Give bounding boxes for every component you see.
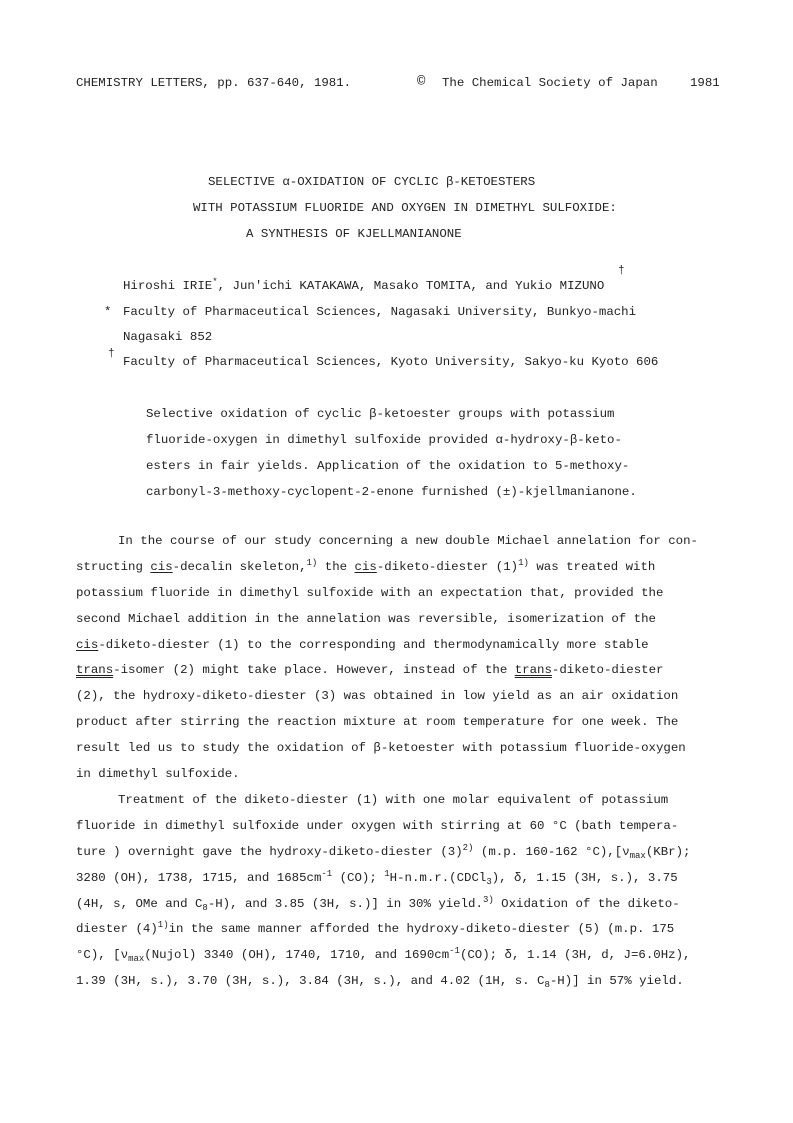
italic-trans: trans xyxy=(514,663,552,677)
affiliation-nagasaki-line-2: Nagasaki 852 xyxy=(123,330,213,344)
text-run: °C), [ν xyxy=(76,948,129,962)
abstract-line-3: esters in fair yields. Application of the oxidation to 5-methoxy- xyxy=(146,459,630,473)
text-run: diester (4) xyxy=(76,922,158,936)
text-run: the xyxy=(317,560,355,574)
italic-cis: cis xyxy=(354,560,377,574)
abstract-line-1: Selective oxidation of cyclic β-ketoester groups with potassium xyxy=(146,407,615,421)
affiliation-star-mark: * xyxy=(104,305,112,319)
body-p1-line-2 xyxy=(76,560,655,574)
text-run: (4H, s, OMe and C xyxy=(76,897,203,911)
author-irie: Hiroshi IRIE xyxy=(123,279,213,293)
title-line-3: A SYNTHESIS OF KJELLMANIANONE xyxy=(246,227,462,241)
body-p2-line-8 xyxy=(76,974,684,988)
body-p1-line-5 xyxy=(76,638,649,652)
subscript: 8 xyxy=(202,903,208,913)
affiliation-nagasaki-line-1: Faculty of Pharmaceutical Sciences, Nagasaki University, Bunkyo-machi xyxy=(123,305,637,319)
author-star-mark: * xyxy=(212,277,218,287)
reference-mark: 3) xyxy=(482,895,494,905)
subscript: max xyxy=(629,851,646,861)
body-p1-line-8: product after stirring the reaction mixture at room temperature for one week. The xyxy=(76,715,679,729)
abstract-line-4: carbonyl-3-methoxy-cyclopent-2-enone furnished (±)-kjellmanianone. xyxy=(146,485,637,499)
header-year: 1981 xyxy=(690,76,720,90)
italic-cis: cis xyxy=(150,560,173,574)
text-run: H-n.m.r.(CDCl xyxy=(389,871,487,885)
text-run: (CO); δ, 1.14 (3H, d, J=6.0Hz), xyxy=(459,948,691,962)
text-run: was treated with xyxy=(528,560,656,574)
body-p1-line-1: In the course of our study concerning a new double Michael annelation for con- xyxy=(118,534,698,548)
text-run: -isomer (2) might take place. However, instead of the xyxy=(113,663,515,677)
journal-citation: CHEMISTRY LETTERS, pp. 637-640, 1981. xyxy=(76,76,352,90)
superscript: 1 xyxy=(384,869,390,879)
body-p2-line-7 xyxy=(76,948,690,962)
body-p2-line-3 xyxy=(76,845,690,859)
reference-mark: 1) xyxy=(518,558,529,568)
superscript: -1 xyxy=(449,946,460,956)
title-line-1: SELECTIVE α-OXIDATION OF CYCLIC β-KETOESTERS xyxy=(208,175,536,189)
abstract-line-2: fluoride-oxygen in dimethyl sulfoxide provided α-hydroxy-β-keto- xyxy=(146,433,622,447)
text-run: ), δ, 1.15 (3H, s.), 3.75 xyxy=(491,871,678,885)
italic-trans: trans xyxy=(76,663,114,677)
text-run: -decalin skeleton, xyxy=(172,560,307,574)
body-p2-line-5 xyxy=(76,897,680,911)
body-p2-line-2: fluoride in dimethyl sulfoxide under oxygen with stirring at 60 °C (bath tempera- xyxy=(76,819,679,833)
text-run: -H), and 3.85 (3H, s.)] in 30% yield. xyxy=(207,897,483,911)
body-p1-line-4: second Michael addition in the annelation was reversible, isomerization of the xyxy=(76,612,656,626)
text-run: ture ) overnight gave the hydroxy-diketo-diester (3) xyxy=(76,845,463,859)
text-run: 1.39 (3H, s.), 3.70 (3H, s.), 3.84 (3H, s.), and 4.02 (1H, s. C xyxy=(76,974,545,988)
body-p1-line-10: in dimethyl sulfoxide. xyxy=(76,767,240,781)
body-p1-line-7: (2), the hydroxy-diketo-diester (3) was obtained in low yield as an air oxidation xyxy=(76,689,679,703)
reference-mark: 1) xyxy=(306,558,318,568)
author-line xyxy=(123,279,604,293)
subscript: 8 xyxy=(544,980,550,990)
society-name: The Chemical Society of Japan xyxy=(442,76,658,90)
subscript: max xyxy=(128,954,145,964)
author-dagger-mark: † xyxy=(618,265,625,277)
text-run: (CO); xyxy=(332,871,385,885)
text-run: (m.p. 160-162 °C),[ν xyxy=(473,845,630,859)
superscript: -1 xyxy=(321,869,333,879)
text-run: 3280 (OH), 1738, 1715, and 1685cm xyxy=(76,871,322,885)
text-run: -diketo-diester xyxy=(551,663,664,677)
text-run: -H)] in 57% yield. xyxy=(549,974,684,988)
text-run: in the same manner afforded the hydroxy-diketo-diester (5) (m.p. 175 xyxy=(168,922,675,936)
text-run: structing xyxy=(76,560,151,574)
text-run: -diketo-diester (1) to the corresponding and thermodynamically more stable xyxy=(98,638,649,652)
affiliation-dagger-mark: † xyxy=(108,348,115,360)
affiliation-kyoto: Faculty of Pharmaceutical Sciences, Kyoto University, Sakyo-ku Kyoto 606 xyxy=(123,355,659,369)
copyright-symbol: © xyxy=(417,74,426,90)
body-p1-line-9: result led us to study the oxidation of β-ketoester with potassium fluoride-oxygen xyxy=(76,741,686,755)
body-p2-line-6 xyxy=(76,922,674,936)
italic-cis: cis xyxy=(76,638,99,652)
author-others: , Jun'ichi KATAKAWA, Masako TOMITA, and Yukio MIZUNO xyxy=(217,279,605,293)
body-p2-line-1: Treatment of the diketo-diester (1) with one molar equivalent of potassium xyxy=(118,793,669,807)
text-run: (Nujol) 3340 (OH), 1740, 1710, and 1690cm xyxy=(144,948,450,962)
subscript: 3 xyxy=(486,877,492,887)
title-line-2: WITH POTASSIUM FLUORIDE AND OXYGEN IN DIMETHYL SULFOXIDE: xyxy=(193,201,617,215)
body-p1-line-6 xyxy=(76,663,663,677)
reference-mark: 1) xyxy=(157,920,169,930)
text-run: (KBr); xyxy=(645,845,691,859)
text-run: -diketo-diester (1) xyxy=(376,560,519,574)
reference-mark: 2) xyxy=(462,843,474,853)
body-p2-line-4 xyxy=(76,871,678,885)
text-run: Oxidation of the diketo- xyxy=(493,897,680,911)
body-p1-line-3: potassium fluoride in dimethyl sulfoxide with an expectation that, provided the xyxy=(76,586,664,600)
